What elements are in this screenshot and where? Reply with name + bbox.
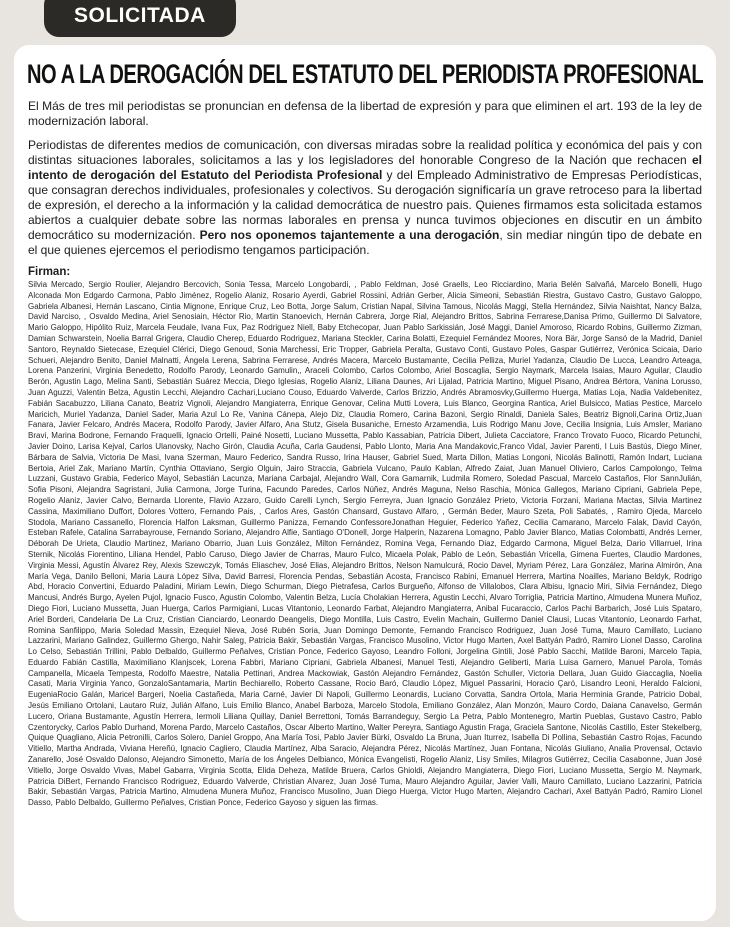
solicitada-badge-label: SOLICITADA: [74, 4, 206, 27]
signatories-list: Silvia Mercado, Sergio Roulier, Alejandro Bercovich, Sonia Tessa, Marcelo Longobardi, , Pablo Feldman, José Graells, Leo Ricciardino, Maria Belén Salvañá, Marcelo Bonelli, Hugo Alconada Mon Edgardo Carmona, Pablo Jiménez, Rogelio Alaniz, Rosario Ayerdi, Gabriel Rossini, Adrián Gerber, Alicia Simeoni, Sebastián Riestra, Gustavo Castro, Gustavo Galoppo, Gabriela Albanesi, Hernán Lascano, Cintia Mignone, Enrique Cruz, Leo Botta, Jorge Salum, Cristian Napal, Silvina Tamous, Nicolás Maggi, Stella Hernández, Silvia Naishtat, Nancy Balza, David Narciso, , Osvaldo Medina, Ariel Senosiain, Héctor Rio, Martin Stanoevich, Hernán Cabrera, Jorge Rial, Alejandro Brittos, Sabrina Ferrarese,Danisa Primo, Guillermo Di Salvatore, Mario Galoppo, Hipólito Ruiz, Marcela Feudale, Ivana Fux, Paz Rodriguez Niell, Baby Etchecopar, Juan Pablo Sarkissián, José Maggi, Daniel Amoroso, Ricardo Robins, Guillermo Zizman, Damian Schwarstein, Noelia Barral Grigera, Claudio Cherep, Eduardo Rodriguez, Mariana Steckler, Carina Bolatti, Ezequiel Fernández Moores, Nora Bär, Jorge Sansó de la Madrid, Daniel Santoro, Reynaldo Sietecase, Ezequiel Clérici, Diego Genoud, Sonia Marchessi, Eric Tropper, Gabriela Peralta, Gustavo Conti, Gustavo Poles, Gaspar Gutiérrez, Verónica Scicaia, Dario Schueri, Alejandro Benito, Daniel Malnatti, Ángela Lerena, Sabrina Ferrarese, Andrés Macera, Marcelo Bustamante, Cecilia Pelliza, Muriel Yadanza, Claudio De Lucca, Leandro Arteaga, Lorena Panzerini, Virginia Benedetto, Rodolfo Parody, Leonardo Gamulin,, Araceli Colombo, Carlos Colombo, Ariel Boscaglia, Sergio Naymark, Marcela Isaias, Mauro Aguilar, Claudio Berón, Agustin Lago, Melina Santi, Sebastián Suárez Meccia, Diego Iglesias, Rogelio Alaniz, Liliana Daunes, Ari Lijalad, Patricia Martino, Miguel Pisano, Andrea Bértora, Vanina Lorusso, Juan Aguzzi, Valentin Belza, Agustin Lecchi, Alejandro Cachari,Luciano Couso, Eduardo Valverde, Carlos Brizzio, Andrés Abramosvky,Guillermo Huerga, Matias Loja, Nadia Valdebenitez, Fabián Sacabuzzo, Liliana Canato, Beatriz Vignoli, Alejandro Mangiaterra, Enrique Genovar, Celina Mutti Lovera, Luis Blanco, Georgina Rantica, Ariel Bulsicco, Matias Pestice, Marcelo Maricich, Muriel Yadanza, Daniel Sader, Maria Azul Lo Re, Vanina Cánepa, Alejo Diz, Claudia Romero, Carina Bazoni, Sergio Rinaldi, Daniela Sales, Beatriz Bignoli,Carina Ortiz,Juan Fanara, Javier Felcaro, Andrés Macera, Rodolfo Parody, Javier Alfaro, Ana Stutz, Gisela Busaniche, Ernesto Arzamendia, Luis Rodrigo Manu Jove, Cecilia Insignia, Luis Amsler, Mariano Bravi, Marina Bodrone, Fernando Fraquelli, Ignacio Ortelli, Painé Nosetti, Luciano Mussetta, Pablo Kassabian, Patricia Dibert, Julieta Cacciatore, Franco Trovato Fuoco, Ricardo Petunchi, Javier Doino, Larisa Kejval, Carlos Ulanovsky, Nacho Girón, Claudia Acuña, Carla Gaudensi, Pablo Llonto, Maria Ana Mandakovic,Franco Vidal, Javier Parenti, I Luis Bastús, Diego Miner, Bárbara de Salvia, Victoria De Masi, Ivana Szerman, Mauro Federico, Sandra Russo, Irina Hauser, Gabriel Sued, Marta Dillon, Matias Longoni, Nicolás Balinotti, Ramón Indart, Luciana Bertoia, Ariel Zak, Mariano Martín, Cynthia Ottaviano, Sergio Olguin, Jairo Straccia, Gabriela Vulcano, Paulo Kablan, Alfredo Zaiat, Juan Manuel Oliviero, Carlos Campolongo, Telma Luzzani, Gustavo Grabia, Federico Mayol, Sebastián Lacunza, Mariana Carbajal, Alejandro Wall, Cora Gamarnik, Ludmila Romero, Soledad Pascual, Marcelo Castaños, Flor SannJulián, Sofia Pisoni, Alejandra Sagristani, Julia Carmona, Jorge Turina, Facundo Paredes, Carlos Núñez, Andrés Maguna, Nelso Raschia, Mónica Gallegos, Mariano Cipriani, Gabriela Pepe, Rogelio Alaniz, Javier Calvo, Bernarda Llorente, Flavio Azzaro, Guido Carelli Lynch, Sergio Ferreyra, Juan Ignacio González Prieto, Victoria Forzani, Mariana Mactas, Silvia Martinez Cassina, Maximiliano Duffort, Dolores Vottero, Fernando Pais, , Carlos Ares, Gastón Chansard, Gustavo Alfaro, , Germán Beder, Mauro Szeta, Poli Sabatés, , Ramiro Ojeda, Marcelo Stodola, Mariano Cassanello, Florencia Halfon Laksman, Guillermo Panizza, Fernando ConfessoreJonathan Heguier, Federico Yañez, Cecilia Camarano, Marcelo Falak, David Cayón, Esteban Rafele, Catalina Sarrabayrouse, Fernando Soriano, Alejandro Alfie, Santiago O'Donell, Jorge Halperin, Nazarena Lomagno, Pablo Javier Blanco, Matias Colombatti, Andrés Lerner, Déborah De Urieta, Claudio Martinez, Mariano Obarrio, Juan Luis González, Milton Fernández, Romina Vega, Fernando Diaz, Edgardo Carmona, Miguel Belza, Dario Villarruel, Irina Sternik, Nicolás Fiorentino, Liliana Hendel, Pablo Caruso, Diego Javier de Charras, Mauro Fulco, Micaela Polak, Pablo de León, Sebastián Vricella, Gimena Fuertes, Claudio Mardones, Virginia Messi, Agustín Álvarez Rey, Alexis Szewczyk, Tomás Eliaschev, José Elias, Alejandro Brittos, Nelson Namulcurá, Rocio Davel, Myriam Pérez, Lara González, Marina Almirón, Ana María Vega, Danilo Belloni, Maria Laura López Silva, David Barresi, Florencia Pendas, Sebastián Acosta, Francisco Rabini, Emanuel Herrera, Martina Noailles, Mariano Beldyk, Rodrigo Abd, Horacio Convertini, Eduardo Paladini, Miriam Lewin, Diego Schurman, Diego Pietrafesa, Carlos Burgueño, Alfonso de Villalobos, Clara Albisu, Ignacio Miri, Silvia Fernández, Diego Mancusi, Andrés Burgo, Ayelen Pujol, Ignacio Fusco, Agustin Colombo, Valentin Belza, Lucía Cholakian Herrera, Agustin Lecchi, Alvaro Torriglia, Patricia Martino, Almudena Munera Muñoz, Diego Fiori, Luciano Mussetta, Juan Huerga, Carlos Parmigiani, Lucas Vitantonio, Leonardo Farbat, Alejandro Mangiaterra, Anibal Fucaraccio, Carlos Pachi Barbarich, José Luis Spataro, Ariel Borderi, Candelaria De La Cruz, Cristian Cianciardo, Leonardo Deangelis, Diego Montilla, Luis Castro, Evelin Machain, Guillermo Daniel Clausi, Lucas Vitantonio, Leonardo Farhat, Romina Sanfilippo, Maria Soledad Massin, Ezequiel Nieva, José Rubén Soria, Juan Domingo Demonte, Fernando Francisco Rodriguez, Juan José Tuma, Mauro Camillato, Luciano Lazzarini, Mariano Galindez, Guillermo Ghergo, Nahir Saleg, Patricia Bakir, Sebastián Vargas, Francisco Musolino, Victor Hugo Marten, Axel Battyán Padró, Ramiro Lionel Dasso, Carolina Lo Celso, Sebastián Trillini, Pablo Delbaldo, Guillermo Peñalves, Cristian Ponce, Federico Gayoso, Leandro Folloni, Jorgelina Gintili, José Pablo Sacchi, Matilde Baroni, Marcelo Tapia, Eduardo Fabián Castilla, Maximiliano Klanjscek, Lorena Fabbri, Mariano Cipriani, Gabriela Albanesi, Manuel Testi, Alejandro Geliberti, Maria Luisa Garnero, Manuel Parola, Tomás Campanella, Micaela Tempesta, Rodolfo Maestre, Natalia Pettinari, Andrea Mackowiak, Gastón Alejandro Fernández, Gastón Schuller, Victoria Dellara, Juan Guido Giaccaglia, Noelia Casati, Maria Virginia Yanco, GonzaloSantamaria, Martin Bechiarello, Roberto Cassane, Rocio Baró, Claudio López, Miguel Passarini, Horacio Çaró, Lisandro Leoni, Heraldo Falcioni, EugeniaRocio Galán, Maricel Bargeri, Noelia Castañeda, Maria Carné, Javier Di Napoli, Guillermo Leonardis, Luciano Corvatta, Sandra Ortola, Maria Herminia Grande, Patricio Dobal, Jesús Emiliano Ortolani, Lautaro Ruiz, Julián Alfano, Luis Emilio Blanco, Anabel Barboza, Marcelo Stodola, Emiliano González, Alan Monzón, Mauro Cordo, Daiana Canavelso, Germán Lucero, Oriana Bustamante, Agustín Herrera, Iermoli Liliana Quillay, Daniel Berrettoni, Tomás Barrandeguy, Sergio La Petra, Pablo Montenegro, Martin Pueblas, Gustavo Castro, Pablo Czentorycky, Carlos Pablo Durhand, Morena Pardo, Marcelo Castaños, Oscar Alberto Martino, Walter Pereyra, Santiago Agustin Fraga, Graciela Santone, Nicolás Castillo, Ester Stekelberg, Quique Quagliano, Alicia Petronilli, Carlos Solero, Daniel Groppo, Ana María Tosi, Pablo Javier Bürki, Osvaldo La Bruna, Juan Iturrez, Isabella Di Pollina, Sebastián Castro Rojas, Facundo Vitiello, Martha Andrada, Viviana Hereñú, Ignacio Cagliero, Claudia Martínez, Alba Saracio, Alejandra Pérez, Nicolás Martínez, Juan Fontana, Nicolás Giuliano, Analia Provensal, Octavio Zanarello, José Osvaldo Dalonso, Alejandro Simonetto, María de los Ángeles Delbianco, Mónica Evangelisti, Rogelio Alaniz, Lisy Smiles, Milagros Gutiérrez, Cecilia Casabonne, Juan José Vitiello, Jorge Osvaldo Vivas, Mabel Gabarra, Virginia Scotta, Elida Deheza, Matilde Bruera, Carlos Ghioldi, Alejandro Mangiaterra, Diego Fiori, Luciano Mussetta, Sergio M. Naymark, Patricia DiBert, Fernando Francisco Rodriguez, Eduardo Valverde, Christian Alvarez, Juan José Tuma, Mauro Alejandro Aguilar, Javier Valli, Mauro Camillato, Luciano Lazzarini, Patricia Bakir, Sebastián Vargas, Patricia Martino, Almudena Munera Muñoz, Francisco Musolino, Juan Diego Huerga, Victor Hugo Marten, Alejandro Cachari, Axel Battyán Padró, Ramiro Lionel Dasso, Pablo Delbaldo, Guillermo Peñalves, Cristian Ponce, Federico Gayoso y siguen las firmas.: [28, 280, 702, 808]
solicitada-badge: [44, 0, 236, 37]
body-bold-estatuto: el intento de derogación del Estatuto del Periodista Profesional: [28, 153, 702, 182]
headline: NO A LA DEROGACIÓN DEL ESTATUTO DEL PERIODISTA PROFESIONAL: [27, 59, 704, 89]
intro-paragraph: El Más de tres mil periodistas se pronuncian en defensa de la libertad de expresión y para que eliminen el art. 193 de la ley de modernización laboral.: [28, 99, 702, 128]
body-text-pre: Periodistas de diferentes medios de comunicación, con diversas miradas sobre la realidad política y económica del pais y con distintas situaciones laborales, solicitamos a las y los legisladores del honorable Congreso de la Nación que rechacen: [28, 138, 702, 167]
petition-card: [14, 45, 716, 921]
firman-label: Firman:: [28, 266, 71, 278]
body-text-post: , sin mediar ningún tipo de debate en el que quienes ejercemos el periodismo tengamos participación.: [28, 228, 702, 257]
body-text-mid: y del Empleado Administrativo de Empresas Periodísticas, que consagran derechos individuales, profesionales y colectivos. Su derogación significaría un grave retroceso para la libertad de expresión, el derecho a la información y la calidad democrática de nuestro pais. Quienes firmamos esta solicitada estamos abiertos a cualquier debate sobre las normas laborales en prensa y nunca tuvimos objeciones en discutir en un ámbito democrático su modernización.: [28, 168, 702, 242]
body-paragraph: [28, 138, 702, 258]
body-bold-oposicion: Pero nos oponemos tajantemente a una derogación: [199, 228, 500, 242]
